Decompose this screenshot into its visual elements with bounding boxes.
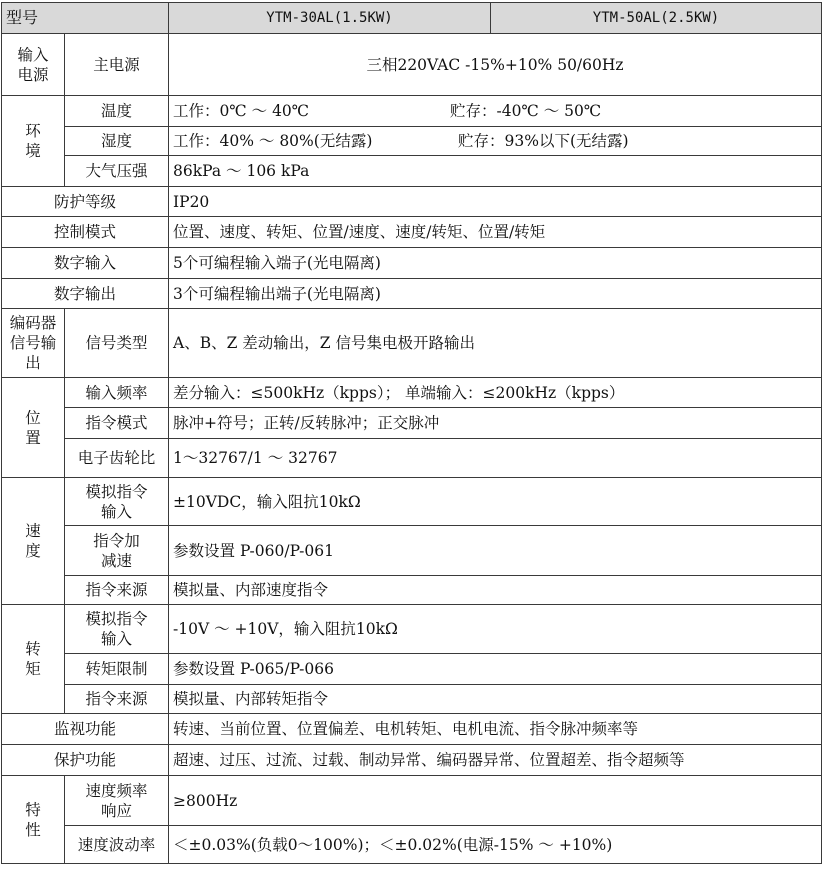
torque-limit-value: 参数设置 P-065/P-066 <box>169 654 822 685</box>
protection-class-value: IP20 <box>169 187 822 217</box>
torque-limit-item: 转矩限制 <box>65 654 169 685</box>
input-frequency-item: 输入频率 <box>65 378 169 408</box>
torque-limit-row <box>2 654 822 685</box>
speed-source-item: 指令来源 <box>65 576 169 605</box>
digital-output-item: 数字输出 <box>2 279 169 309</box>
speed-accel-value: 参数设置 P-060/P-061 <box>169 526 822 576</box>
model-b: YTM-50AL(2.5KW) <box>491 3 822 34</box>
control-mode-item: 控制模式 <box>2 217 169 248</box>
protection-item: 保护功能 <box>2 745 169 776</box>
torque-analog-item: 模拟指令 输入 <box>65 605 169 654</box>
torque-source-row <box>2 685 822 714</box>
model-a: YTM-30AL(1.5KW) <box>169 3 491 34</box>
speed-analog-item: 模拟指令 输入 <box>65 478 169 526</box>
monitoring-item: 监视功能 <box>2 714 169 745</box>
command-mode-row <box>2 408 822 439</box>
protection-value: 超速、过压、过流、过载、制动异常、编码器异常、位置超差、指令超频等 <box>169 745 822 776</box>
power-row <box>2 34 822 96</box>
speed-source-value: 模拟量、内部速度指令 <box>169 576 822 605</box>
encoder-category: 编码器 信号输 出 <box>2 309 65 378</box>
frequency-response-item: 速度频率 响应 <box>65 776 169 826</box>
digital-input-item: 数字输入 <box>2 248 169 279</box>
command-mode-item: 指令模式 <box>65 408 169 439</box>
control-mode-value: 位置、速度、转矩、位置/速度、速度/转矩、位置/转矩 <box>169 217 822 248</box>
pressure-item: 大气压强 <box>65 156 169 187</box>
speed-accel-row <box>2 526 822 576</box>
model-label: 型号 <box>2 3 169 34</box>
speed-accel-item: 指令加 减速 <box>65 526 169 576</box>
gear-ratio-row <box>2 439 822 478</box>
command-mode-value: 脉冲+符号；正转/反转脉冲；正交脉冲 <box>169 408 822 439</box>
speed-category: 速 度 <box>2 478 65 605</box>
protection-class-row <box>2 187 822 217</box>
digital-output-value: 3个可编程输出端子(光电隔离) <box>169 279 822 309</box>
speed-fluctuation-item: 速度波动率 <box>65 826 169 864</box>
environment-category: 环 境 <box>2 96 65 187</box>
speed-source-row <box>2 576 822 605</box>
frequency-response-row <box>2 776 822 826</box>
torque-category: 转 矩 <box>2 605 65 714</box>
speed-fluctuation-value: ＜±0.03%(负载0～100%)；＜±0.02%(电源-15% ～ +10%) <box>169 826 822 864</box>
power-item: 主电源 <box>65 34 169 96</box>
input-frequency-value: 差分输入：≤500kHz（kpps）； 单端输入：≤200kHz（kpps） <box>169 378 822 408</box>
pressure-value: 86kPa ～ 106 kPa <box>169 156 822 187</box>
power-value: 三相220VAC -15%+10% 50/60Hz <box>169 34 822 96</box>
temperature-row <box>2 96 822 127</box>
pressure-row <box>2 156 822 187</box>
control-mode-row <box>2 217 822 248</box>
encoder-row <box>2 309 822 378</box>
input-frequency-row <box>2 378 822 408</box>
temperature-storage: 贮存：-40℃ ～ 50℃ <box>450 102 602 120</box>
encoder-value: A、B、Z 差动输出，Z 信号集电极开路输出 <box>169 309 822 378</box>
digital-input-row <box>2 248 822 279</box>
digital-input-value: 5个可编程输入端子(光电隔离) <box>169 248 822 279</box>
torque-source-item: 指令来源 <box>65 685 169 714</box>
protection-row <box>2 745 822 776</box>
power-category: 输入 电源 <box>2 34 65 96</box>
speed-fluctuation-row <box>2 826 822 864</box>
speed-analog-value: ±10VDC，输入阻抗10kΩ <box>169 478 822 526</box>
characteristics-category: 特 性 <box>2 776 65 864</box>
torque-source-value: 模拟量、内部转矩指令 <box>169 685 822 714</box>
monitoring-value: 转速、当前位置、位置偏差、电机转矩、电机电流、指令脉冲频率等 <box>169 714 822 745</box>
spec-table <box>1 2 822 864</box>
torque-analog-row <box>2 605 822 654</box>
torque-analog-value: -10V ～ +10V，输入阻抗10kΩ <box>169 605 822 654</box>
humidity-item: 湿度 <box>65 127 169 156</box>
humidity-row <box>2 127 822 156</box>
temperature-item: 温度 <box>65 96 169 127</box>
protection-class-item: 防护等级 <box>2 187 169 217</box>
header-row <box>2 3 822 34</box>
position-category: 位 置 <box>2 378 65 478</box>
frequency-response-value: ≥800Hz <box>169 776 822 826</box>
humidity-value: 工作：40% ～ 80%(无结露) 贮存：93%以下(无结露) <box>169 127 822 156</box>
monitoring-row <box>2 714 822 745</box>
gear-ratio-value: 1～32767/1 ～ 32767 <box>169 439 822 478</box>
humidity-storage: 贮存：93%以下(无结露) <box>458 132 629 150</box>
encoder-item: 信号类型 <box>65 309 169 378</box>
gear-ratio-item: 电子齿轮比 <box>65 439 169 478</box>
speed-analog-row <box>2 478 822 526</box>
temperature-value: 工作：0℃ ～ 40℃ 贮存：-40℃ ～ 50℃ <box>169 96 822 127</box>
digital-output-row <box>2 279 822 309</box>
